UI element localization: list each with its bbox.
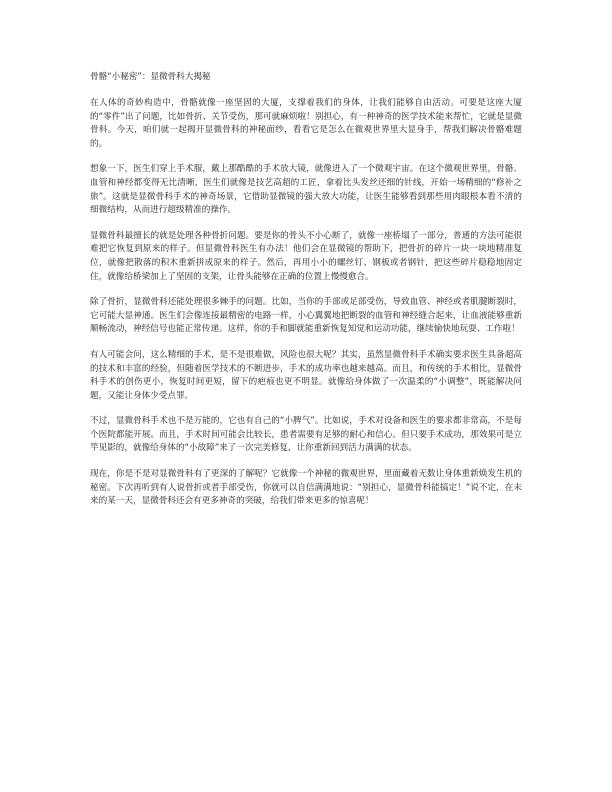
document-title: 骨骼“小秘密”：显微骨科大揭秘 — [90, 72, 211, 82]
paragraph-intro: 在人体的奇妙构造中，骨骼就像一座坚固的大厦，支撑着我们的身体，让我们能够自由活动。可要是这座大厦的“零件”出了问题，比如骨折、关节受伤，那可就麻烦啦！别担心，有一种神奇的医学技术能来帮忙，它就是显微骨科。今天，咱们就一起揭开显微骨科的神秘面纱，看看它是怎么在微观世界里大显身手，帮我们解决骨骼难题的。 — [90, 98, 522, 149]
document-body — [90, 71, 522, 521]
paragraph-microscope-scene: 想象一下，医生们穿上手术服，戴上那酷酷的手术放大镜，就像进入了一个微观宇宙。在这个微观世界里，骨骼、血管和神经都变得无比清晰，医生们就像是技艺高超的工匠，拿着比头发丝还细的针线，开始一场精细的“修补之旅”。这就是显微骨科手术的神奇场景，它借助显微镜的强大放大功能，让医生能够看到那些用肉眼根本看不清的细微结构，从而进行超级精准的操作。 — [90, 164, 522, 216]
paragraph-fractures: 显微骨科最擅长的就是处理各种骨折问题。要是你的骨头不小心断了，就像一座桥塌了一部分，普通的方法可能很难把它恢复到原来的样子。但显微骨科医生有办法！他们会在显微镜的帮助下，把骨折的碎片一块一块地精准复位，就像把散落的积木重新拼成原来的样子。然后，再用小小的螺丝钉、钢板或者钢针，把这些碎片稳稳地固定住，就像给桥梁加上了坚固的支架，让骨头能够在正确的位置上慢慢愈合。 — [90, 230, 522, 282]
paragraph-conclusion: 现在，你是不是对显微骨科有了更深的了解呢？它就像一个神秘的微观世界，里面藏着无数让身体重新焕发生机的秘密。下次再听到有人说骨折或者手部受伤，你就可以自信满满地说：“别担心，显微骨科能搞定！”说不定，在未来的某一天，显微骨科还会有更多神奇的突破，给我们带来更多的惊喜呢！ — [90, 469, 522, 507]
paragraph-risk: 有人可能会问，这么精细的手术，是不是很难做，风险也很大呢？其实，虽然显微骨科手术确实要求医生具备超高的技术和丰富的经验，但随着医学技术的不断进步，手术的成功率也越来越高。而且，和传统的手术相比，显微骨科手术的创伤更小，恢复时间更短，留下的疤痕也更不明显。就像给身体做了一次温柔的“小调整”，既能解决问题，又能让身体少受点罪。 — [90, 349, 522, 401]
paragraph-limitations: 不过，显微骨科手术也不是万能的，它也有自己的“小脾气”。比如说，手术对设备和医生的要求都非常高，不是每个医院都能开展。而且，手术时间可能会比较长，患者需要有足够的耐心和信心。但只要手术成功，那效果可是立竿见影的，就像给身体的“小故障”来了一次完美修复，让你重新回到活力满满的状态。 — [90, 416, 522, 454]
paragraph-vessels-nerves: 除了骨折，显微骨科还能处理很多棘手的问题。比如，当你的手部或足部受伤，导致血管、神经或者肌腱断裂时，它可能大显神通。医生们会像连接最精密的电路一样，小心翼翼地把断裂的血管和神经缝合起来，让血液能够重新顺畅流动，神经信号也能正常传递。这样，你的手和脚就能重新恢复知觉和运动功能，继续愉快地玩耍、工作啦！ — [90, 297, 522, 335]
